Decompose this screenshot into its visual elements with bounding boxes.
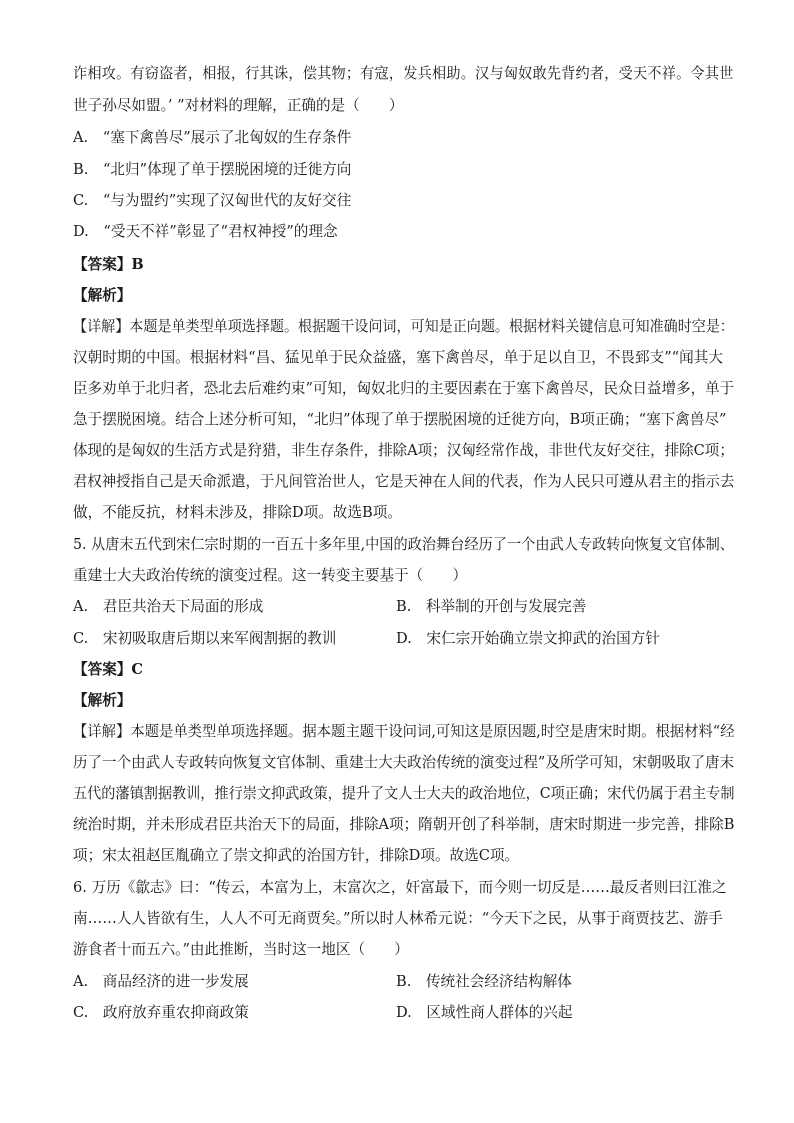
q5-option-d: D. 宋仁宗开始确立崇文抑武的治国方针 — [396, 630, 660, 647]
q5-answer: 【答案】C — [73, 661, 143, 678]
q6-option-b: B. 传统社会经济结构解体 — [396, 973, 572, 990]
q4-detail-line-6: 君权神授指自己是天命派遣，于凡间管治世人，它是天神在人间的代表，作为人民只可遵从君主的指示去 — [73, 473, 735, 490]
q5-detail-line-1: 【详解】本题是单类型单项选择题。据本题主题干设问词,可知这是原因题,时空是唐宋时期。根据材料“经 — [73, 723, 735, 740]
q4-detail-line-3: 臣多劝单于北归者，恐北去后难约束”可知，匈奴北归的主要因素在于塞下禽兽尽，民众日益增多，单于 — [73, 380, 735, 397]
q5-detail-line-2: 历了一个由武人专政转向恢复文官体制、重建士大夫政治传统的演变过程”及所学可知，宋朝吸取了唐末 — [73, 754, 735, 771]
q5-option-b: B. 科举制的开创与发展完善 — [396, 598, 587, 615]
q4-stem-line-2: 世子孙尽如盟。’ ”对材料的理解，正确的是（ ） — [73, 97, 404, 114]
q6-option-d: D. 区域性商人群体的兴起 — [396, 1004, 573, 1021]
q5-stem-line-2: 重建士大夫政治传统的演变过程。这一转变主要基于（ ） — [73, 567, 468, 584]
q5-stem-line-1: 5. 从唐末五代到宋仁宗时期的一百五十多年里,中国的政治舞台经历了一个由武人专政转向恢复文官体制、 — [73, 536, 734, 553]
q5-detail-line-5: 项；宋太祖赵匡胤确立了崇文抑武的治国方针，排除D项。故选C项。 — [73, 847, 520, 864]
q5-detail-line-3: 五代的藩镇割据教训，推行崇文抑武政策，提升了文人士大夫的政治地位，C项正确；宋代仍属于君主专制 — [73, 785, 735, 802]
q4-option-d: D. “受天不祥”彰显了“君权神授”的理念 — [73, 223, 338, 240]
q5-option-c: C. 宋初吸取唐后期以来军阀割据的教训 — [73, 630, 337, 647]
q4-option-b: B. “北归”体现了单于摆脱困境的迁徙方向 — [73, 161, 352, 178]
q4-answer: 【答案】B — [73, 256, 144, 273]
q5-option-a: A. 君臣共治天下局面的形成 — [73, 598, 264, 615]
q4-detail-line-2: 汉朝时期的中国。根据材料“昌、猛见单于民众益盛，塞下禽兽尽，单于足以自卫，不畏郅支”“闻其大 — [73, 349, 723, 366]
q4-stem-line-1: 诈相攻。有窃盗者，相报，行其诛，偿其物；有寇，发兵相助。汉与匈奴敢先背约者，受天不祥。令其世 — [73, 65, 734, 82]
q4-detail-line-5: 体现的是匈奴的生活方式是狩猎，非生存条件，排除A项；汉匈经常作战，非世代友好交往，排除C项； — [73, 442, 734, 459]
q4-detail-line-1: 【详解】本题是单类型单项选择题。根据题干设问词，可知是正向题。根据材料关键信息可知准确时空是： — [73, 318, 734, 335]
q5-analysis-label: 【解析】 — [73, 692, 132, 709]
q6-option-c: C. 政府放弃重农抑商政策 — [73, 1004, 249, 1021]
q4-detail-line-7: 做，不能反抗，材料未涉及，排除D项。故选B项。 — [73, 504, 402, 521]
q6-stem-line-3: 游食者十而五六。”由此推断，当时这一地区（ ） — [73, 941, 409, 958]
q4-option-a: A. “塞下禽兽尽”展示了北匈奴的生存条件 — [73, 129, 352, 146]
q5-detail-line-4: 统治时期，并未形成君臣共治天下的局面，排除A项；隋朝开创了科举制，唐宋时期进一步完善，排除B — [73, 816, 735, 833]
q4-analysis-label: 【解析】 — [73, 287, 132, 304]
q6-option-a: A. 商品经济的进一步发展 — [73, 973, 249, 990]
q4-option-c: C. “与为盟约”实现了汉匈世代的友好交往 — [73, 192, 352, 209]
q4-detail-line-4: 急于摆脱困境。结合上述分析可知，“北归”体现了单于摆脱困境的迁徙方向，B项正确；“塞下禽兽尽” — [73, 411, 727, 428]
q6-stem-line-2: 南……人人皆欲有生，人人不可无商贾矣。”所以时人林希元说：“今天下之民，从事于商贾技艺、游手 — [73, 910, 723, 927]
q6-stem-line-1: 6. 万历《歙志》曰：“传云，本富为上，末富次之，奸富最下，而今则一切反是……最反者则曰江淮之 — [73, 879, 727, 896]
